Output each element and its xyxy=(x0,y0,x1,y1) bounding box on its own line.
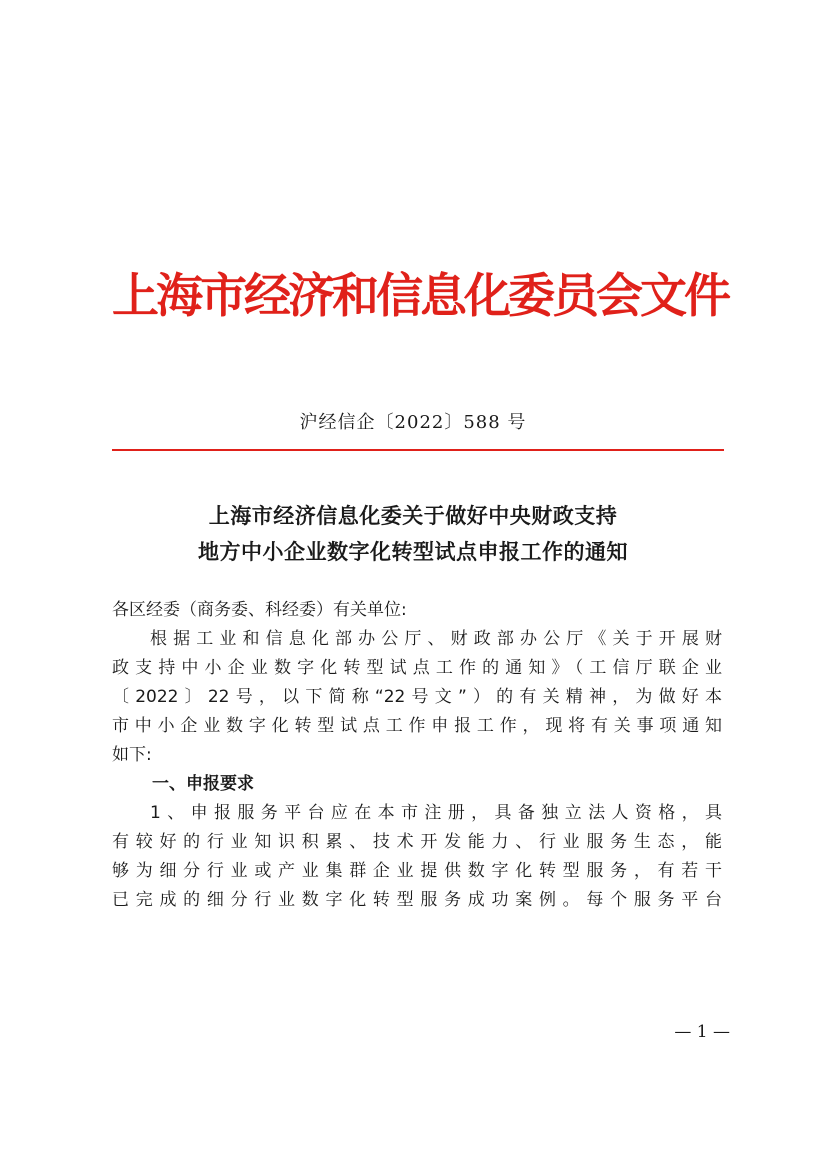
notice-title-line-2: 地方中小企业数字化转型试点申报工作的通知 xyxy=(198,540,628,564)
notice-title-line-1: 上海市经济信息化委关于做好中央财政支持 xyxy=(208,504,618,528)
paragraph-2-line-1: 1、申报服务平台应在本市注册，具备独立法人资格，具 xyxy=(150,803,722,823)
document-body xyxy=(112,596,722,915)
paragraph-1-line-1: 根据工业和信息化部办公厅、财政部办公厅《关于开展财 xyxy=(150,629,722,649)
paragraph-2-line-3: 够为细分行业或产业集群企业提供数字化转型服务，有若干 xyxy=(112,861,722,881)
page-number: — 1 — xyxy=(674,1022,730,1042)
section-heading: 一、申报要求 xyxy=(152,774,254,794)
paragraph-2-line-4: 已完成的细分行业数字化转型服务成功案例。每个服务平台 xyxy=(112,890,722,910)
red-divider xyxy=(112,449,724,451)
addressee: 各区经委（商务委、科经委）有关单位: xyxy=(112,600,407,620)
paragraph-2-line-2: 有较好的行业知识积累、技术开发能力、行业服务生态，能 xyxy=(112,832,722,852)
paragraph-1-line-4: 市中小企业数字化转型试点工作申报工作，现将有关事项通知 xyxy=(112,716,722,736)
paragraph-1-line-5: 如下: xyxy=(112,745,152,765)
paragraph-1-line-2: 政支持中小企业数字化转型试点工作的通知》（工信厅联企业 xyxy=(112,658,722,678)
masthead-title: 上海市经济和信息化委员会文件 xyxy=(112,269,728,324)
paragraph-1-line-3: 〔2022〕22号，以下简称“22号文”）的有关精神，为做好本 xyxy=(112,687,722,707)
notice-title xyxy=(112,498,714,570)
document-number: 沪经信企〔2022〕588 号 xyxy=(299,412,527,433)
